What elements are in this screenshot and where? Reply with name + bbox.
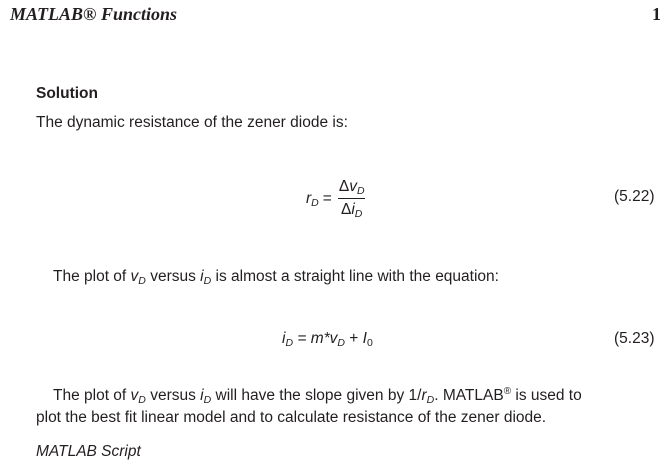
equation-5-22 [306,178,368,219]
equation-5-23: $i_D = m*v_D + I_0$ [282,330,373,349]
slope-paragraph-line-1: The plot of $v_D$ versus $i_D$ will have the slope given by $1/r_D$. MATLAB® is used to [53,386,582,406]
eq522-numerator: $\Delta v_D$ [338,178,365,197]
eq522-lhs: $r_D$ [306,189,319,209]
matlab-script-caption: MATLAB Script [36,443,141,460]
equation-number-5-23: (5.23) [614,330,655,347]
plot-straight-line-paragraph: The plot of $v_D$ versus $i_D$ is almost a straight line with the equation: [53,268,499,287]
eq522-equals: = [322,189,332,207]
solution-heading: Solution [36,85,98,102]
running-header-title: MATLAB® Functions [10,4,178,24]
eq522-denominator: $\Delta i_D$ [338,198,365,219]
slope-paragraph-line-2: plot the best fit linear model and to calculate resistance of the zener diode. [36,409,547,426]
equation-number-5-22: (5.22) [614,188,655,205]
eq522-fraction [336,178,368,219]
solution-intro-text: The dynamic resistance of the zener diode is: [36,114,348,131]
page-number: 1 [652,4,661,24]
